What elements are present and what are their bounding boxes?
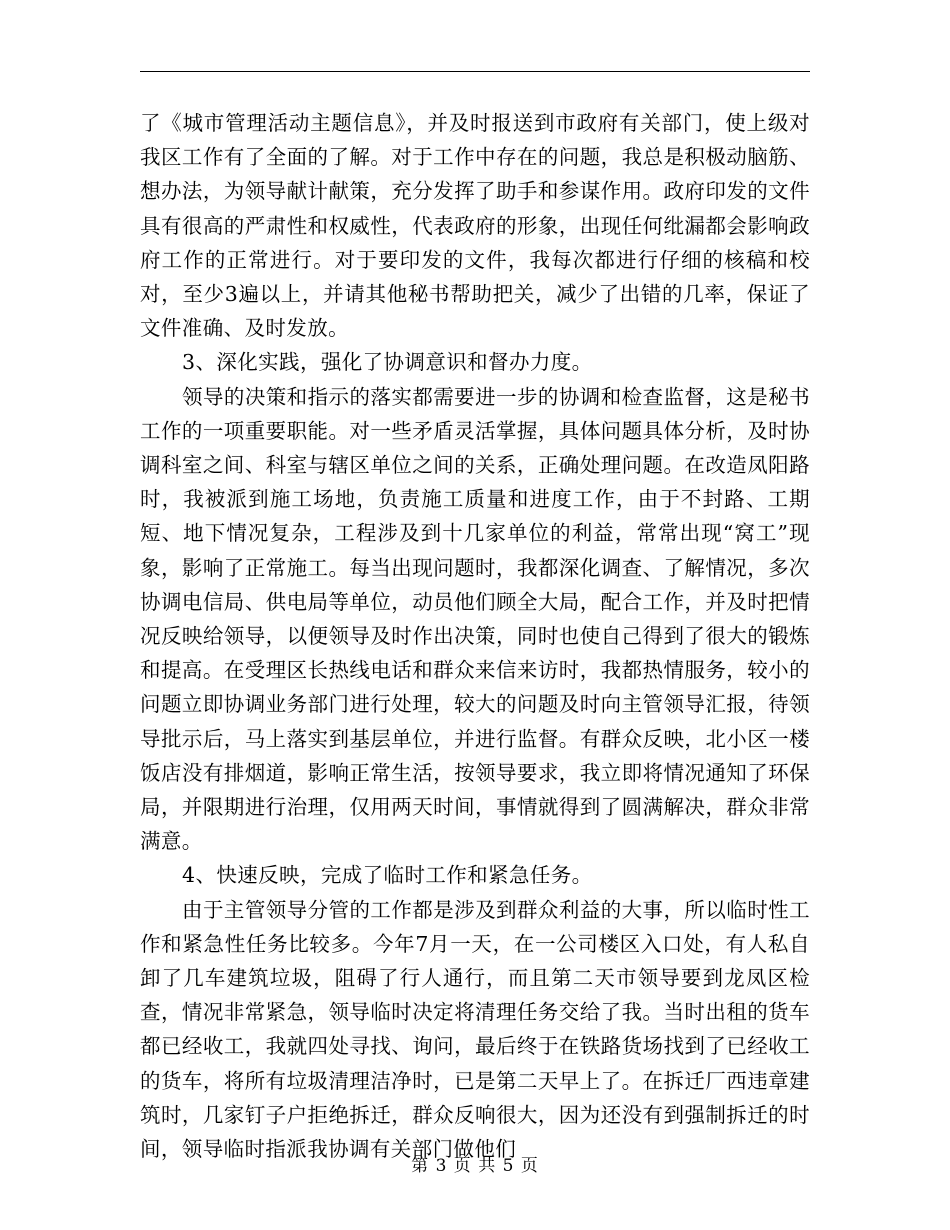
paragraph-3: 由于主管领导分管的工作都是涉及到群众利益的大事，所以临时性工作和紧急性任务比较多。今年7月一天，在一公司楼区入口处，有人私自卸了几车建筑垃圾，阻碍了行人通行，而且第二天市领导要到龙凤区检查，情况非常紧急，领导临时决定将清理任务交给了我。当时出租的货车都已经收工，我就四处寻找、询问，最后终于在铁路货场找到了已经收工的货车，将所有垃圾清理洁净时，已是第二天早上了。在拆迁厂西违章建筑时，几家钉子户拒绝拆迁，群众反响很大，因为还没有到强制拆迁的时间，领导临时指派我协调有关部门做他们 bbox=[140, 897, 810, 1162]
heading-item-3: 3、深化实践，强化了协调意识和督办力度。 bbox=[182, 350, 593, 375]
heading-item-4: 4、快速反映，完成了临时工作和紧急任务。 bbox=[182, 863, 593, 888]
page-number: 第 3 页 共 5 页 bbox=[411, 1156, 539, 1176]
paragraph-2: 领导的决策和指示的落实都需要进一步的协调和检查监督，这是秘书工作的一项重要职能。对一些矛盾灵活掌握，具体问题具体分析，及时协调科室之间、科室与辖区单位之间的关系，正确处理问题。在改造凤阳路时，我被派到施工场地，负责施工质量和进度工作，由于不封路、工期短、地下情况复杂，工程涉及到十几家单位的利益，常常出现“窝工”现象，影响了正常施工。每当出现问题时，我都深化调查、了解情况，多次协调电信局、供电局等单位，动员他们顾全大局，配合工作，并及时把情况反映给领导，以便领导及时作出决策，同时也使自己得到了很大的锻炼和提高。在受理区长热线电话和群众来信来访时，我都热情服务，较小的问题立即协调业务部门进行处理，较大的问题及时向主管领导汇报，待领导批示后，马上落实到基层单位，并进行监督。有群众反映，北小区一楼饭店没有排烟道，影响正常生活，按领导要求，我立即将情况通知了环保局，并限期进行治理，仅用两天时间，事情就得到了圆满解决，群众非常满意。 bbox=[140, 384, 810, 854]
document-body bbox=[140, 106, 810, 1166]
header-rule bbox=[140, 71, 810, 72]
paragraph-1: 了《城市管理活动主题信息》，并及时报送到市政府有关部门，使上级对我区工作有了全面的了解。对于工作中存在的问题，我总是积极动脑筋、想办法，为领导献计献策，充分发挥了助手和参谋作用。政府印发的文件具有很高的严肃性和权威性，代表政府的形象，出现任何纰漏都会影响政府工作的正常进行。对于要印发的文件，我每次都进行仔细的核稿和校对，至少3遍以上，并请其他秘书帮助把关，减少了出错的几率，保证了文件准确、及时发放。 bbox=[140, 111, 810, 341]
